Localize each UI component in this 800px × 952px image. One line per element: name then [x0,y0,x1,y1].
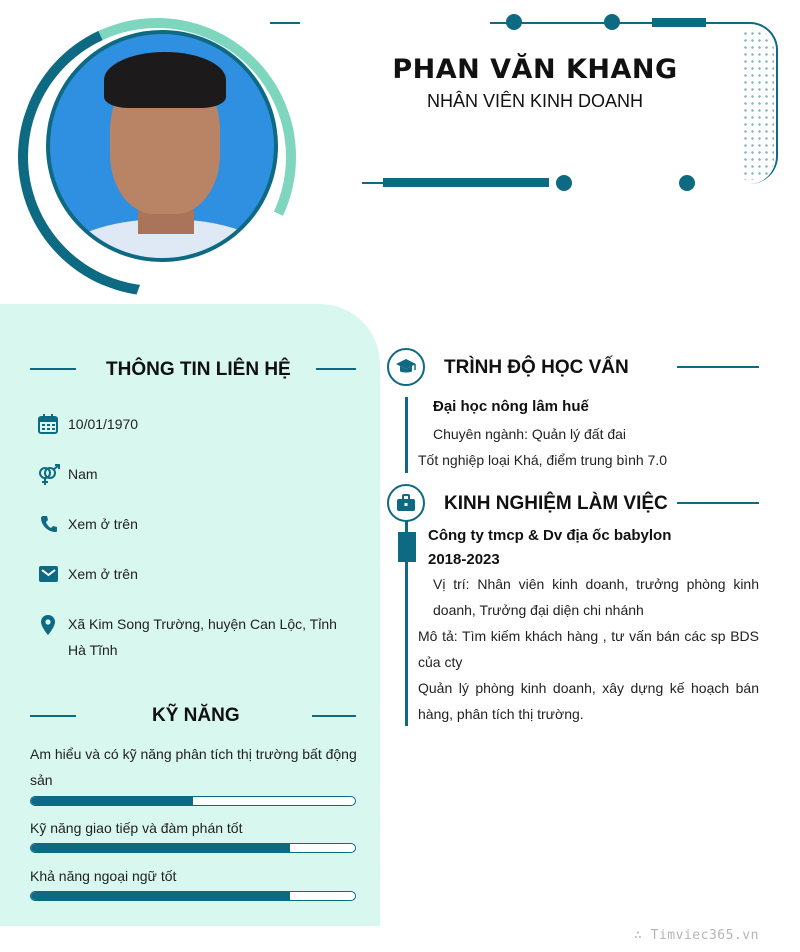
timeline-line [405,486,408,726]
education-major: Chuyên ngành: Quản lý đất đai [433,426,627,442]
education-section-title: TRÌNH ĐỘ HỌC VẤN [444,357,629,378]
section-divider [677,502,759,504]
experience-section-title: KINH NGHIỆM LÀM VIỆC [444,493,668,514]
header-dot [506,14,522,30]
skill-label: Kỹ năng giao tiếp và đàm phán tốt [30,820,243,836]
skill-progress-bar [30,796,356,806]
contact-birthdate: 10/01/1970 [68,416,139,432]
experience-detail: Quản lý phòng kinh doanh, xây dựng kế hoạch bán hàng, phân tích thị trường. [418,680,759,722]
contact-gender: Nam [68,466,98,482]
skills-section-title: KỸ NĂNG [152,705,240,726]
graduation-cap-icon [387,348,425,386]
contact-email: Xem ở trên [68,566,138,582]
avatar-photo [46,30,278,262]
header-bar [652,18,706,27]
skill-label: Khả năng ngoại ngữ tốt [30,868,177,884]
section-divider [30,715,76,717]
header-bar [383,178,549,187]
timeline-line [405,397,408,473]
skill-progress-fill [31,844,290,852]
header-dot [604,14,620,30]
section-divider [316,368,356,370]
timeline-marker [398,532,416,562]
experience-description: Mô tả: Tìm kiếm khách hàng , tư vấn bán các sp BDS của cty [418,628,759,670]
skill-progress-fill [31,892,290,900]
gender-icon [37,464,61,491]
header-dot-pattern [742,30,774,180]
skill-progress-fill [31,797,193,805]
candidate-name: PHAN VĂN KHANG [392,54,678,85]
phone-icon [40,515,58,538]
candidate-job-title: NHÂN VIÊN KINH DOANH [426,91,644,111]
contact-section-title: THÔNG TIN LIÊN HỆ [106,359,291,380]
section-divider [677,366,759,368]
briefcase-icon [387,484,425,522]
experience-company-name: Công ty tmcp & Dv địa ốc babylon [428,527,672,544]
calendar-icon [38,414,58,439]
section-divider [30,368,76,370]
contact-address: Xã Kim Song Trường, huyện Can Lộc, Tỉnh Hà Tĩnh [68,616,337,658]
watermark: ∴ Timviec365.vn [634,928,759,943]
skill-progress-bar [30,843,356,853]
header-frame-gap [300,18,490,26]
contact-phone: Xem ở trên [68,516,138,532]
skill-progress-bar [30,891,356,901]
header-dot [679,175,695,191]
education-result: Tốt nghiệp loại Khá, điểm trung bình 7.0 [418,452,668,468]
education-school: Đại học nông lâm huế [433,398,589,415]
experience-position: Vị trí: Nhân viên kinh doanh, trưởng phòng kinh doanh, Trưởng đại diện chi nhánh [433,576,759,618]
location-icon [41,615,55,640]
skill-label: Am hiểu và có kỹ năng phân tích thị trường bất động sản [30,746,357,788]
experience-period: 2018-2023 [428,551,500,568]
header-dot [556,175,572,191]
section-divider [312,715,356,717]
email-icon [39,565,58,588]
experience-company [428,524,671,572]
